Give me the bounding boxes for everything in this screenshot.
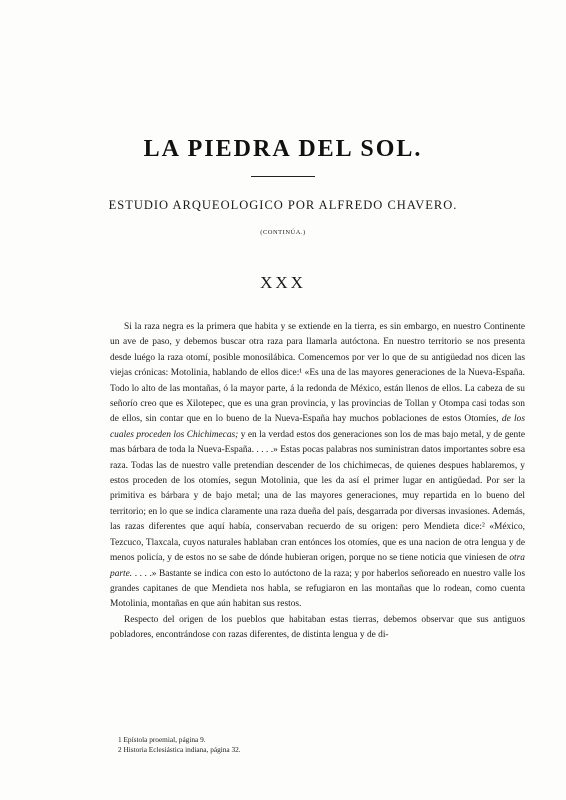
paragraph-1-text-c: . . . .» Bastante se indica con esto lo autóctono de la raza; y por haberlos señoreado en nuestro valle los grandes capitanes de que Mendieta nos habla, se refugiaron en las montañas que lo rodean, como cuenta Motolinia, montañas en que aún habitan sus restos.: [110, 568, 525, 610]
article-subtitle: ESTUDIO ARQUEOLOGICO POR ALFREDO CHAVERO.: [108, 198, 458, 212]
footnote-1: 1 Epístola proemial, página 9.: [118, 735, 206, 744]
paragraph-1-text-a: Si la raza negra es la primera que habita y se extiende en la tierra, es sin embargo, en nuestro Continente un ave de paso, y debemos buscar otra raza para llamarla autóctona. En nuestro territorio se nos presenta desde luégo la raza otomí, posible monosilábica. Comencemos por ver lo que de su antigüedad nos dicen las viejas crónicas: Motolinia, hablando de ellos dice:¹ «Es una de las mayores generaciones de la Nueva-España. Todo lo alto de las montañas, ó la mayor parte, á la redonda de México, están llenos de ellos. La cabeza de su señorío creo que es Xilotepec, que es una gran provincia, y las provincias de Tollan y Otompa casi todas son de ellos, sin contar que en lo bueno de la Nueva-España hay muchos poblaciones de estos Otomíes,: [110, 322, 525, 425]
paragraph-1-italic-b: otra parte.: [110, 553, 525, 579]
footnotes: [118, 735, 518, 755]
section-number: XXX: [260, 273, 306, 292]
title-divider: [251, 176, 315, 177]
paragraph-1-text-b: y en la verdad estos dos generaciones son los de mas bajo metal, y de gente mas bárbara de toda la Nueva-España. . . . .» Estas pocas palabras nos suministran datos importantes sobre esa raza. Todas las de nuestro valle pretendian descender de los chichimecas, de quienes despues hablaremos, y estos proceden de los otomíes, segun Motolinia, que les da así el primer lugar en antigüedad. Por ser la primitiva es bárbara y de bajo metal; una de las mayores generaciones, muy repartida en lo bueno del territorio; en lo que se indica claramente una raza dueña del país, desgarrada por diversas invasiones. Además, las razas diferentes que aquí había, conservaban recuerdo de su origen: pero Mendieta dice:² «México, Tezcuco, Tlaxcala, cuyos naturales hablaban cran entónces los otomíes, que es una nacion de otra lengua y de menos policía, y de estos no se sabe de dónde hubieran origen, porque no se tiene noticia que viniesen de: [110, 429, 525, 564]
continuation-note: (CONTINÚA.): [260, 229, 306, 236]
paragraph-1-italic-a: de los cuales proceden los Chichimecas;: [110, 414, 525, 440]
page-title: LA PIEDRA DEL SOL.: [143, 136, 423, 162]
body-text: [110, 320, 525, 644]
paragraph-1: [110, 320, 525, 613]
footnote-2: 2 Historia Eclesiástica indiana, página 32.: [118, 745, 241, 754]
paragraph-2: Respecto del origen de los pueblos que habitaban estas tierras, debemos observar que sus antiguos pobladores, encontrándose con razas diferentes, de distinta lengua y de di-: [110, 614, 525, 641]
